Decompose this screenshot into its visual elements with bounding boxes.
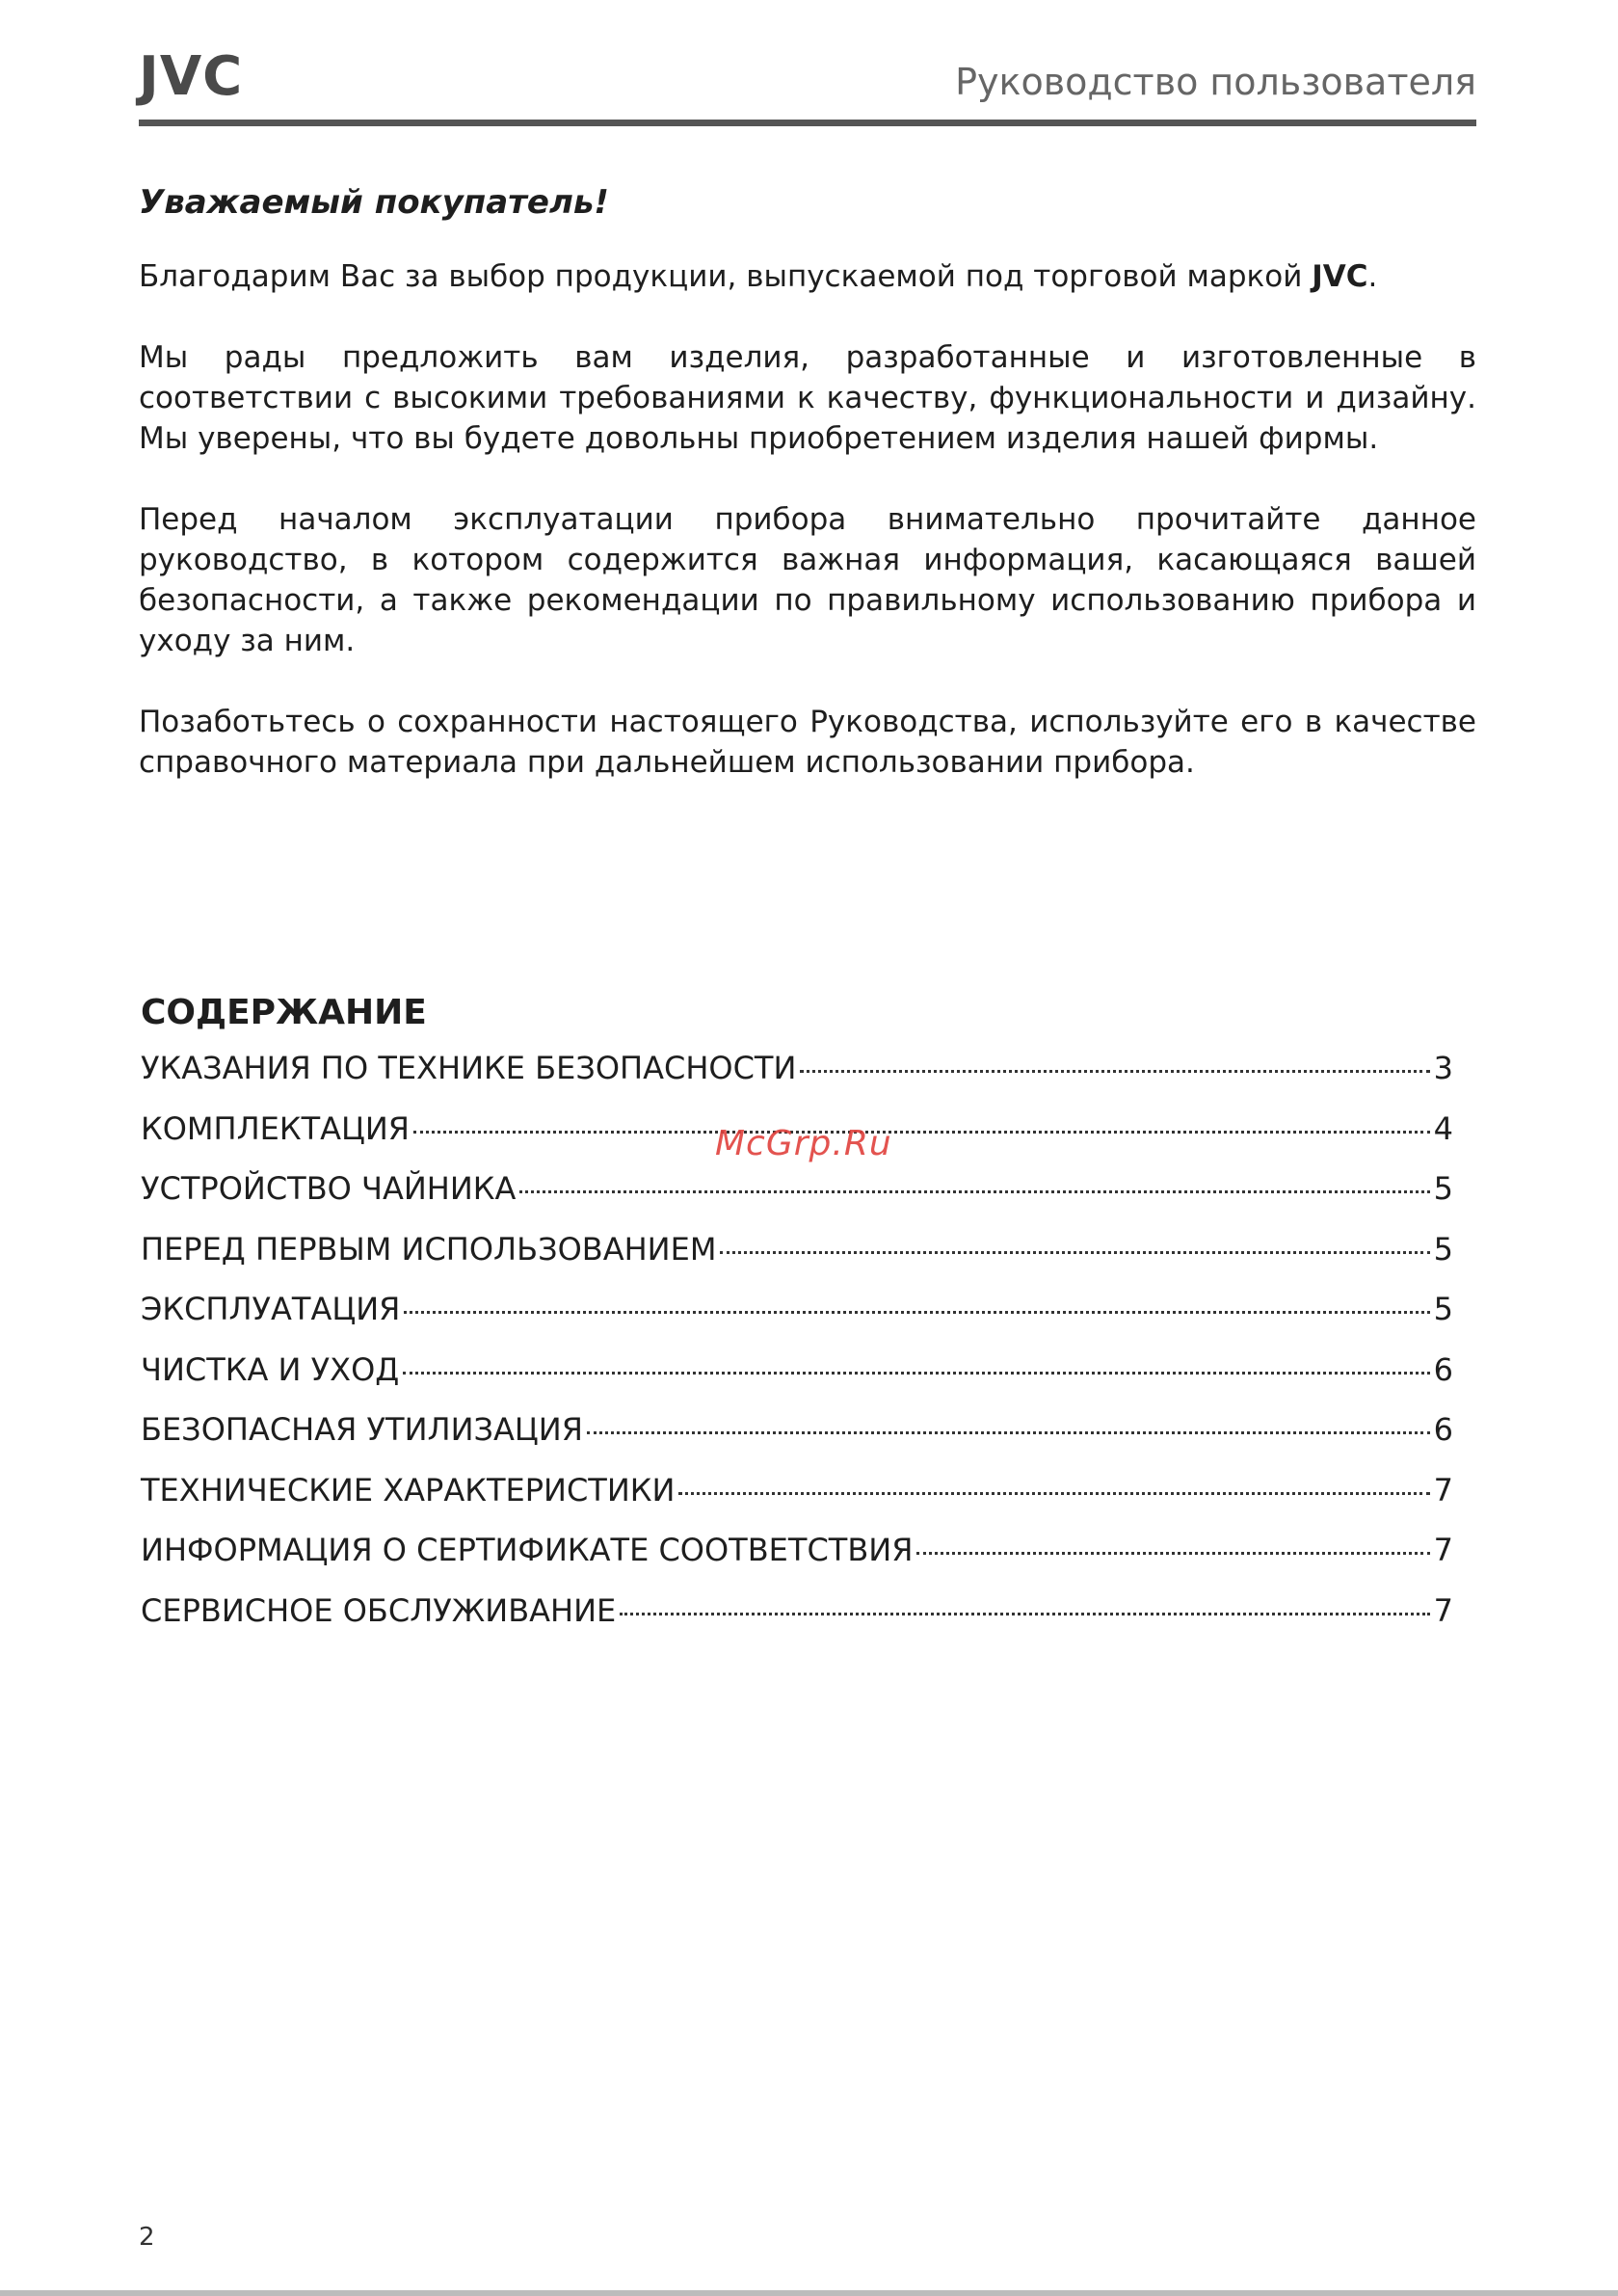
toc-dot-leader [403,1372,1429,1375]
toc-entry-label: ТЕХНИЧЕСКИЕ ХАРАКТЕРИСТИКИ [141,1471,676,1508]
toc-entry-page: 3 [1433,1050,1453,1086]
intro-paragraph-1 [139,256,1476,297]
toc-dot-leader [587,1431,1430,1434]
toc-entry-label: КОМПЛЕКТАЦИЯ [141,1109,411,1147]
toc-dot-leader [519,1190,1429,1193]
toc-entry-page: 5 [1433,1170,1453,1207]
toc-entry-page: 7 [1433,1532,1453,1568]
footer-divider [0,2290,1618,2296]
toc-entry-page: 7 [1433,1471,1453,1508]
intro-section [139,183,1476,823]
jvc-logo: JVC [139,45,244,108]
watermark: McGrp.Ru [715,1124,892,1163]
table-of-contents [141,993,1453,1652]
page-header [139,42,1476,129]
toc-dot-leader [413,1131,1430,1134]
page-number: 2 [139,2223,155,2252]
intro-brand-name: JVC [1312,259,1368,294]
toc-entry-label: ЧИСТКА И УХОД [141,1350,400,1388]
toc-entry-label: ИНФОРМАЦИЯ О СЕРТИФИКАТЕ СООТВЕТСТВИЯ [141,1532,914,1568]
toc-entry-cleaning[interactable] [141,1351,1453,1412]
header-divider [139,120,1476,126]
toc-dot-leader [404,1311,1429,1314]
greeting-heading: Уважаемый покупатель! [139,183,609,222]
toc-entry-page: 5 [1433,1291,1453,1327]
toc-entry-page: 7 [1433,1591,1453,1629]
toc-entry-label: УКАЗАНИЯ ПО ТЕХНИКЕ БЕЗОПАСНОСТИ [141,1050,797,1086]
intro-paragraph-1-text: Благодарим Вас за выбор продукции, выпускаемой под торговой маркой [139,259,1313,294]
toc-dot-leader [916,1552,1429,1555]
toc-entry-label: ПЕРЕД ПЕРВЫМ ИСПОЛЬЗОВАНИЕМ [141,1230,717,1268]
toc-entry-label: ЭКСПЛУАТАЦИЯ [141,1291,401,1327]
intro-paragraph-2: Мы рады предложить вам изделия, разработанные и изготовленные в соответствии с высокими требованиями к качеству, функциональности и дизайну. Мы уверены, что вы будете довольны приобретением изделия нашей фирмы. [139,340,1476,456]
toc-dot-leader [720,1251,1429,1254]
toc-entry-label: УСТРОЙСТВО ЧАЙНИКА [141,1170,517,1207]
toc-entry-label: БЕЗОПАСНАЯ УТИЛИЗАЦИЯ [141,1411,583,1448]
toc-entry-safety[interactable] [141,1050,1453,1110]
toc-entry-certificate[interactable] [141,1532,1453,1592]
intro-paragraph-1-end: . [1367,259,1378,294]
toc-entry-before-first-use[interactable] [141,1231,1453,1292]
toc-entry-operation[interactable] [141,1291,1453,1351]
document-title: Руководство пользователя [955,61,1476,103]
toc-title: СОДЕРЖАНИЕ [141,993,427,1032]
toc-entry-page: 6 [1433,1350,1453,1388]
toc-entry-page: 4 [1433,1109,1453,1147]
toc-dot-leader [620,1613,1429,1615]
toc-dot-leader [678,1492,1429,1495]
intro-paragraph-3: Перед началом эксплуатации прибора внимательно прочитайте данное руководство, в котором содержится важная информация, касающаяся вашей безопасности, а также рекомендации по правильному использованию прибора и уходу за ним. [139,502,1476,658]
toc-entry-specifications[interactable] [141,1472,1453,1533]
toc-entry-service[interactable] [141,1592,1453,1653]
intro-paragraph-4: Позаботьтесь о сохранности настоящего Руководства, используйте его в качестве справочного материала при дальнейшем использовании прибора. [139,705,1476,780]
toc-entry-page: 6 [1433,1411,1453,1448]
toc-entry-label: СЕРВИСНОЕ ОБСЛУЖИВАНИЕ [141,1591,617,1629]
toc-entry-page: 5 [1433,1230,1453,1268]
toc-dot-leader [800,1070,1429,1073]
toc-entry-kettle-parts[interactable] [141,1170,1453,1231]
toc-entry-disposal[interactable] [141,1411,1453,1472]
